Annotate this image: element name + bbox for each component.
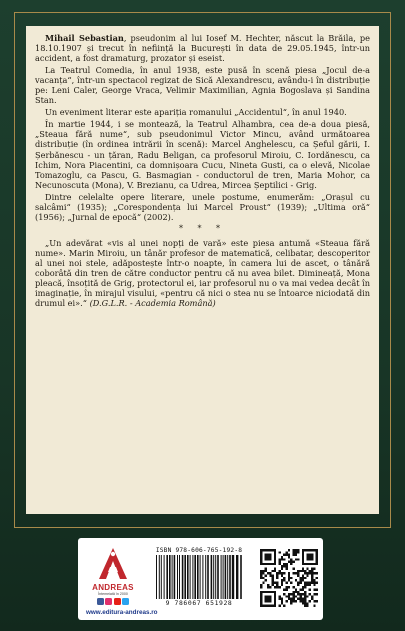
quote-paragraph — [35, 238, 370, 308]
facebook-icon — [97, 598, 104, 605]
ean-digits: 9 786067 651928 — [165, 599, 233, 607]
quote-text: „Un adevărat «vis al unei nopți de vară» este piesa antumă «Steaua fără nume». Marin Miroiu, un tânăr profesor de matematică, celibatar, descoperitor al unei noi stele, adăpostește într-o noapte, în camera lui de ascet, o tânără coborâtă din tren de către conductor pentru că nu avea bilet. Dimineață, Mona pleacă, însoțită de Grig, protectorul ei, iar profesorul nu o va mai vedea decât în imaginație, în mirajul visului, «pentru că nici o stea nu se întoarce niciodată din drumul ei».“ — [35, 237, 370, 309]
play-paragraph: La Teatrul Comedia, în anul 1938, este pusă în scenă piesa „Jocul de-a vacanța“, într-un spectacol regizat de Sică Alexandrescu, avându-i în distribuție pe: Leni Caler, George Vraca, Velimir Maximilian, Agnia Bogoslava și Sandina Stan. — [35, 65, 370, 106]
quote-source: (D.G.L.R. - Academia Română) — [89, 298, 216, 309]
barcode-icon — [150, 555, 248, 599]
publisher-tagline: Întemeiată în 2000 — [98, 592, 128, 596]
isbn-barcode — [150, 547, 248, 613]
qr-code-icon — [260, 549, 318, 607]
publisher-logo — [86, 546, 140, 610]
bio-text: , pseudonim al lui Iosef M. Hechter, născut la Brăila, pe 18.10.1907 și trecut în neființă la București în data de 29.05.1945, într-un accident, a fost dramaturg, prozator și eseist. — [35, 33, 370, 64]
author-name: Mihail Sebastian — [45, 33, 124, 43]
isbn-label: ISBN 978-606-765-192-8 — [155, 547, 243, 554]
andreas-logo-icon — [96, 546, 130, 582]
blurb-panel — [26, 26, 379, 514]
publisher-name: ANDREAS — [92, 583, 134, 592]
separator-stars: * * * — [178, 223, 227, 233]
web-icon — [122, 598, 129, 605]
publisher-panel — [78, 538, 323, 620]
instagram-icon — [105, 598, 112, 605]
cast-paragraph: În martie 1944, i se montează, la Teatrul Alhambra, cea de-a doua piesă, „Steaua fără nume“, sub pseudonimul Victor Mincu, având următoarea distribuție (în ordinea intrării în scenă): Marcel Anghelescu, ca Șeful gării, I. Șerbănescu - un țăran, Radu Beligan, ca profesorul Miroiu, C. Iordănescu, ca Ichim, Nora Piacentini, ca domnișoara Cucu, Nineta Gusti, ca o elevă, Nicolae Tomazoglu, ca Pascu, G. Basmagian - conductorul de tren, Maria Mohor, ca Necunoscuta (Mona), V. Brezianu, ca Udrea, Mircea Șeptilici - Grig. — [35, 119, 370, 190]
youtube-icon — [114, 598, 121, 605]
novel-paragraph: Un eveniment literar este apariția romanului „Accidentul“, în anul 1940. — [45, 107, 347, 118]
social-icons — [86, 598, 140, 605]
bio-paragraph — [35, 33, 370, 63]
publisher-website: www.editura-andreas.ro — [86, 609, 158, 616]
works-paragraph: Dintre celelalte opere literare, unele postume, enumerăm: „Orașul cu salcâmi“ (1935); „Corespondența lui Marcel Proust“ (1939); „Ultima oră“ (1956); „Jurnal de epocă“ (2002). — [35, 191, 370, 222]
